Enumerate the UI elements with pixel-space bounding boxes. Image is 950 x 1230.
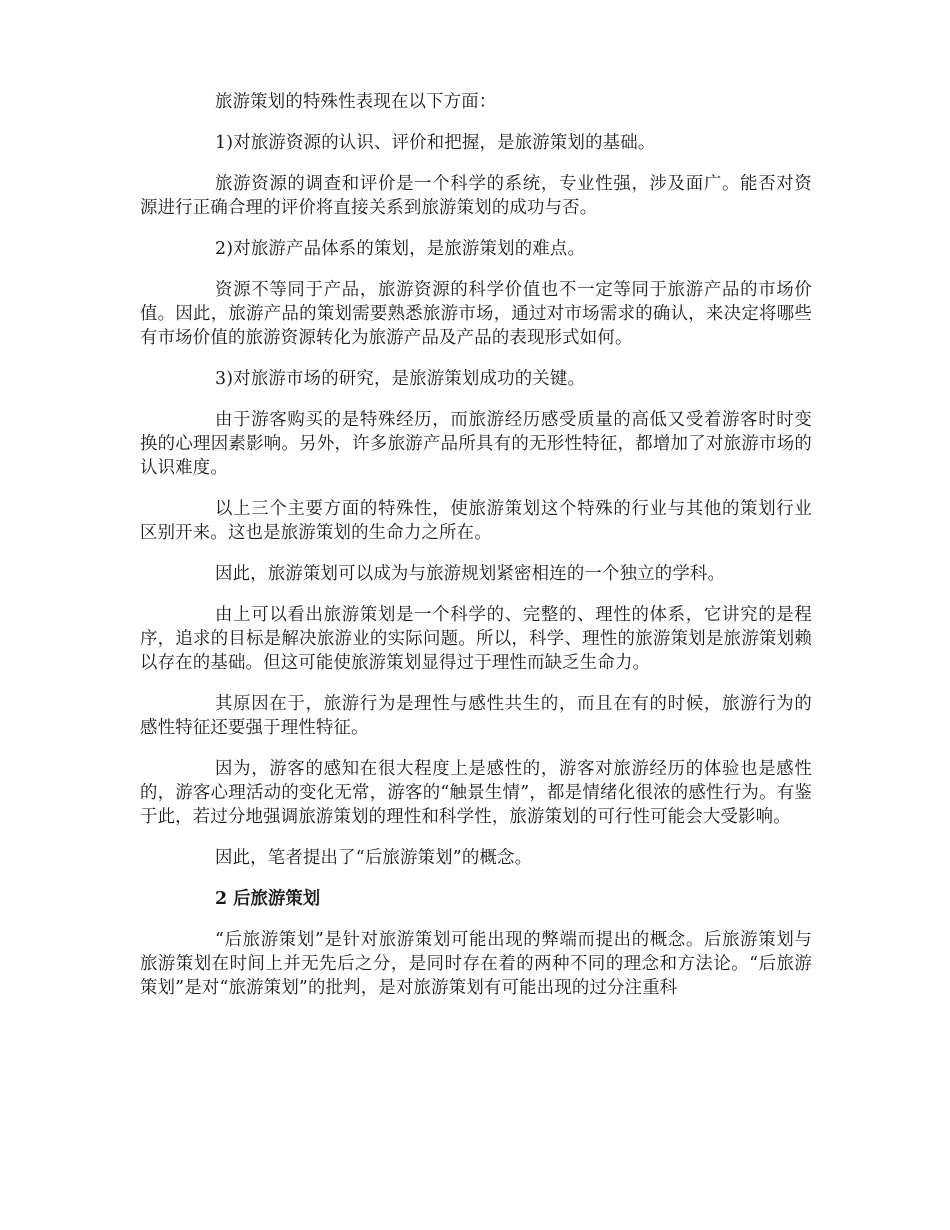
- section-heading: 2 后旅游策划: [215, 889, 321, 909]
- paragraph-tourist-experience: 由于游客购买的是特殊经历，而旅游经历感受质量的高低又受着游客时时变换的心理因素影响。另外，许多旅游产品所具有的无形性特征，都增加了对旅游市场的认识难度。: [140, 410, 812, 478]
- paragraph-intro: 旅游策划的特殊性表现在以下方面：: [215, 92, 497, 112]
- paragraph-point-1: 1)对旅游资源的认识、评价和把握，是旅游策划的基础。: [215, 133, 656, 153]
- paragraph-product-value: 资源不等同于产品，旅游资源的科学价值也不一定等同于旅游产品的市场价值。因此，旅游产品的策划需要熟悉旅游市场，通过对市场需求的确认，来决定将哪些有市场价值的旅游资源转化为旅游产品及产品的表现形式如何。: [140, 280, 812, 348]
- paragraph-scientific-system: 由上可以看出旅游策划是一个科学的、完整的、理性的体系，它讲究的是程序，追求的目标是解决旅游业的实际问题。所以，科学、理性的旅游策划是旅游策划赖以存在的基础。但这可能使旅游策划显得过于理性而缺乏生命力。: [140, 605, 812, 673]
- paragraph-perception: 因为，游客的感知在很大程度上是感性的，游客对旅游经历的体验也是感性的，游客心理活动的变化无常，游客的“触景生情”，都是情绪化很浓的感性行为。有鉴于此，若过分地强调旅游策划的理性和科学性，旅游策划的可行性可能会大受影响。: [140, 759, 812, 827]
- paragraph-concept-proposal: 因此，笔者提出了“后旅游策划”的概念。: [215, 848, 533, 868]
- paragraph-point-3: 3)对旅游市场的研究，是旅游策划成功的关键。: [215, 369, 586, 389]
- paragraph-reason: 其原因在于，旅游行为是理性与感性共生的，而且在有的时候，旅游行为的感性特征还要强于理性特征。: [140, 694, 812, 738]
- paragraph-point-2: 2)对旅游产品体系的策划，是旅游策划的难点。: [215, 239, 586, 259]
- paragraph-resource-evaluation: 旅游资源的调查和评价是一个科学的系统，专业性强，涉及面广。能否对资源进行正确合理的评价将直接关系到旅游策划的成功与否。: [140, 174, 812, 218]
- paragraph-post-planning: “后旅游策划”是针对旅游策划可能出现的弊端而提出的概念。后旅游策划与旅游策划在时间上并无先后之分，是同时存在着的两种不同的理念和方法论。“后旅游策划”是对“旅游策划”的批判，是对旅游策划有可能出现的过分注重科: [140, 930, 812, 998]
- document-page: [140, 90, 812, 1017]
- paragraph-independent-discipline: 因此，旅游策划可以成为与旅游规划紧密相连的一个独立的学科。: [215, 564, 726, 584]
- paragraph-three-aspects: 以上三个主要方面的特殊性，使旅游策划这个特殊的行业与其他的策划行业区别开来。这也是旅游策划的生命力之所在。: [140, 499, 812, 543]
